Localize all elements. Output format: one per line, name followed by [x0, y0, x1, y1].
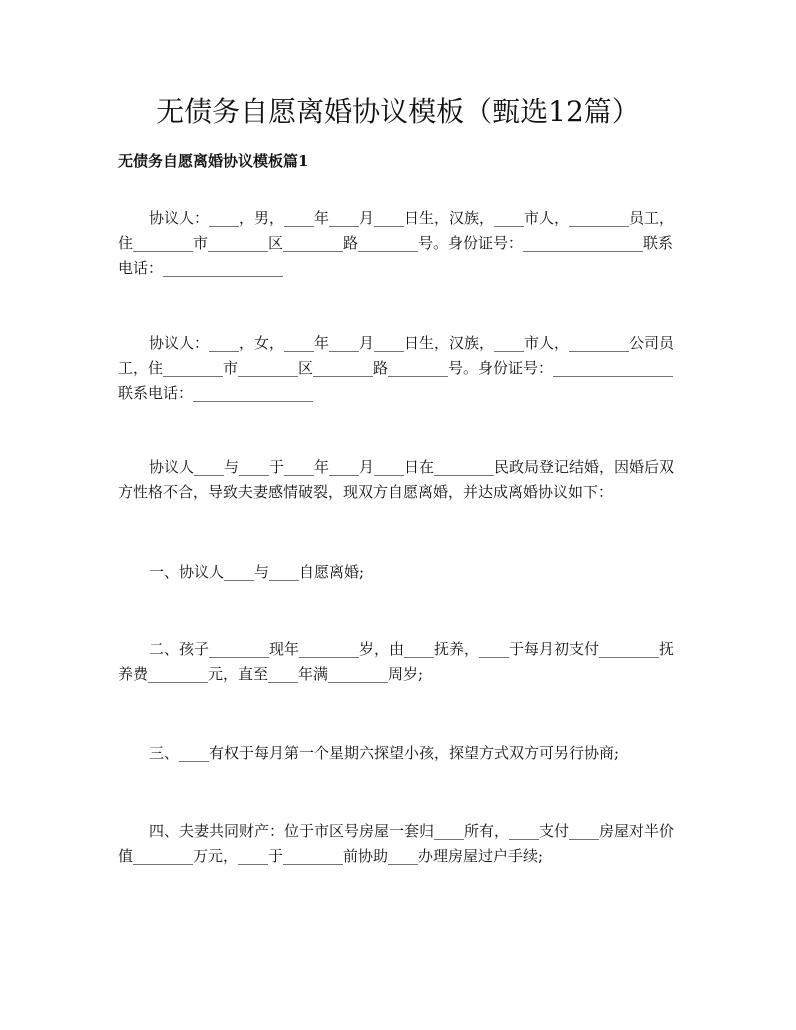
- section-heading: 无债务自愿离婚协议模板篇1: [118, 152, 309, 170]
- clause-3-visitation: 三、____有权于每月第一个星期六探望小孩，探望方式双方可另行协商;: [149, 744, 620, 762]
- paragraph-party-male: 协议人：____，男，____年____月____日生，汉族，____市人，________员工，住________市________区________路________号。身份证号：________________联系电话：________________: [118, 209, 675, 277]
- document-title: 无债务自愿离婚协议模板（甄选12篇）: [156, 95, 640, 128]
- clause-1-divorce: 一、协议人____与____自愿离婚;: [149, 563, 365, 581]
- clause-4-common-property: 四、夫妻共同财产：位于市区号房屋一套归____所有，____支付____房屋对半价值________万元，____于________前协助____办理房屋过户手续;: [118, 822, 675, 865]
- paragraph-marriage-registration: 协议人____与____于____年____月____日在________民政局登记结婚，因婚后双方性格不合，导致夫妻感情破裂，现双方自愿离婚，并达成离婚协议如下：: [118, 458, 675, 501]
- clause-2-child-support: 二、孩子________现年________岁，由____抚养，____于每月初支付________抚养费________元，直至____年满________周岁;: [118, 640, 675, 683]
- paragraph-party-female: 协议人：____，女，____年____月____日生，汉族，____市人，________公司员工，住________市________区________路________号。身份证号：________________联系电话：________________: [118, 334, 675, 402]
